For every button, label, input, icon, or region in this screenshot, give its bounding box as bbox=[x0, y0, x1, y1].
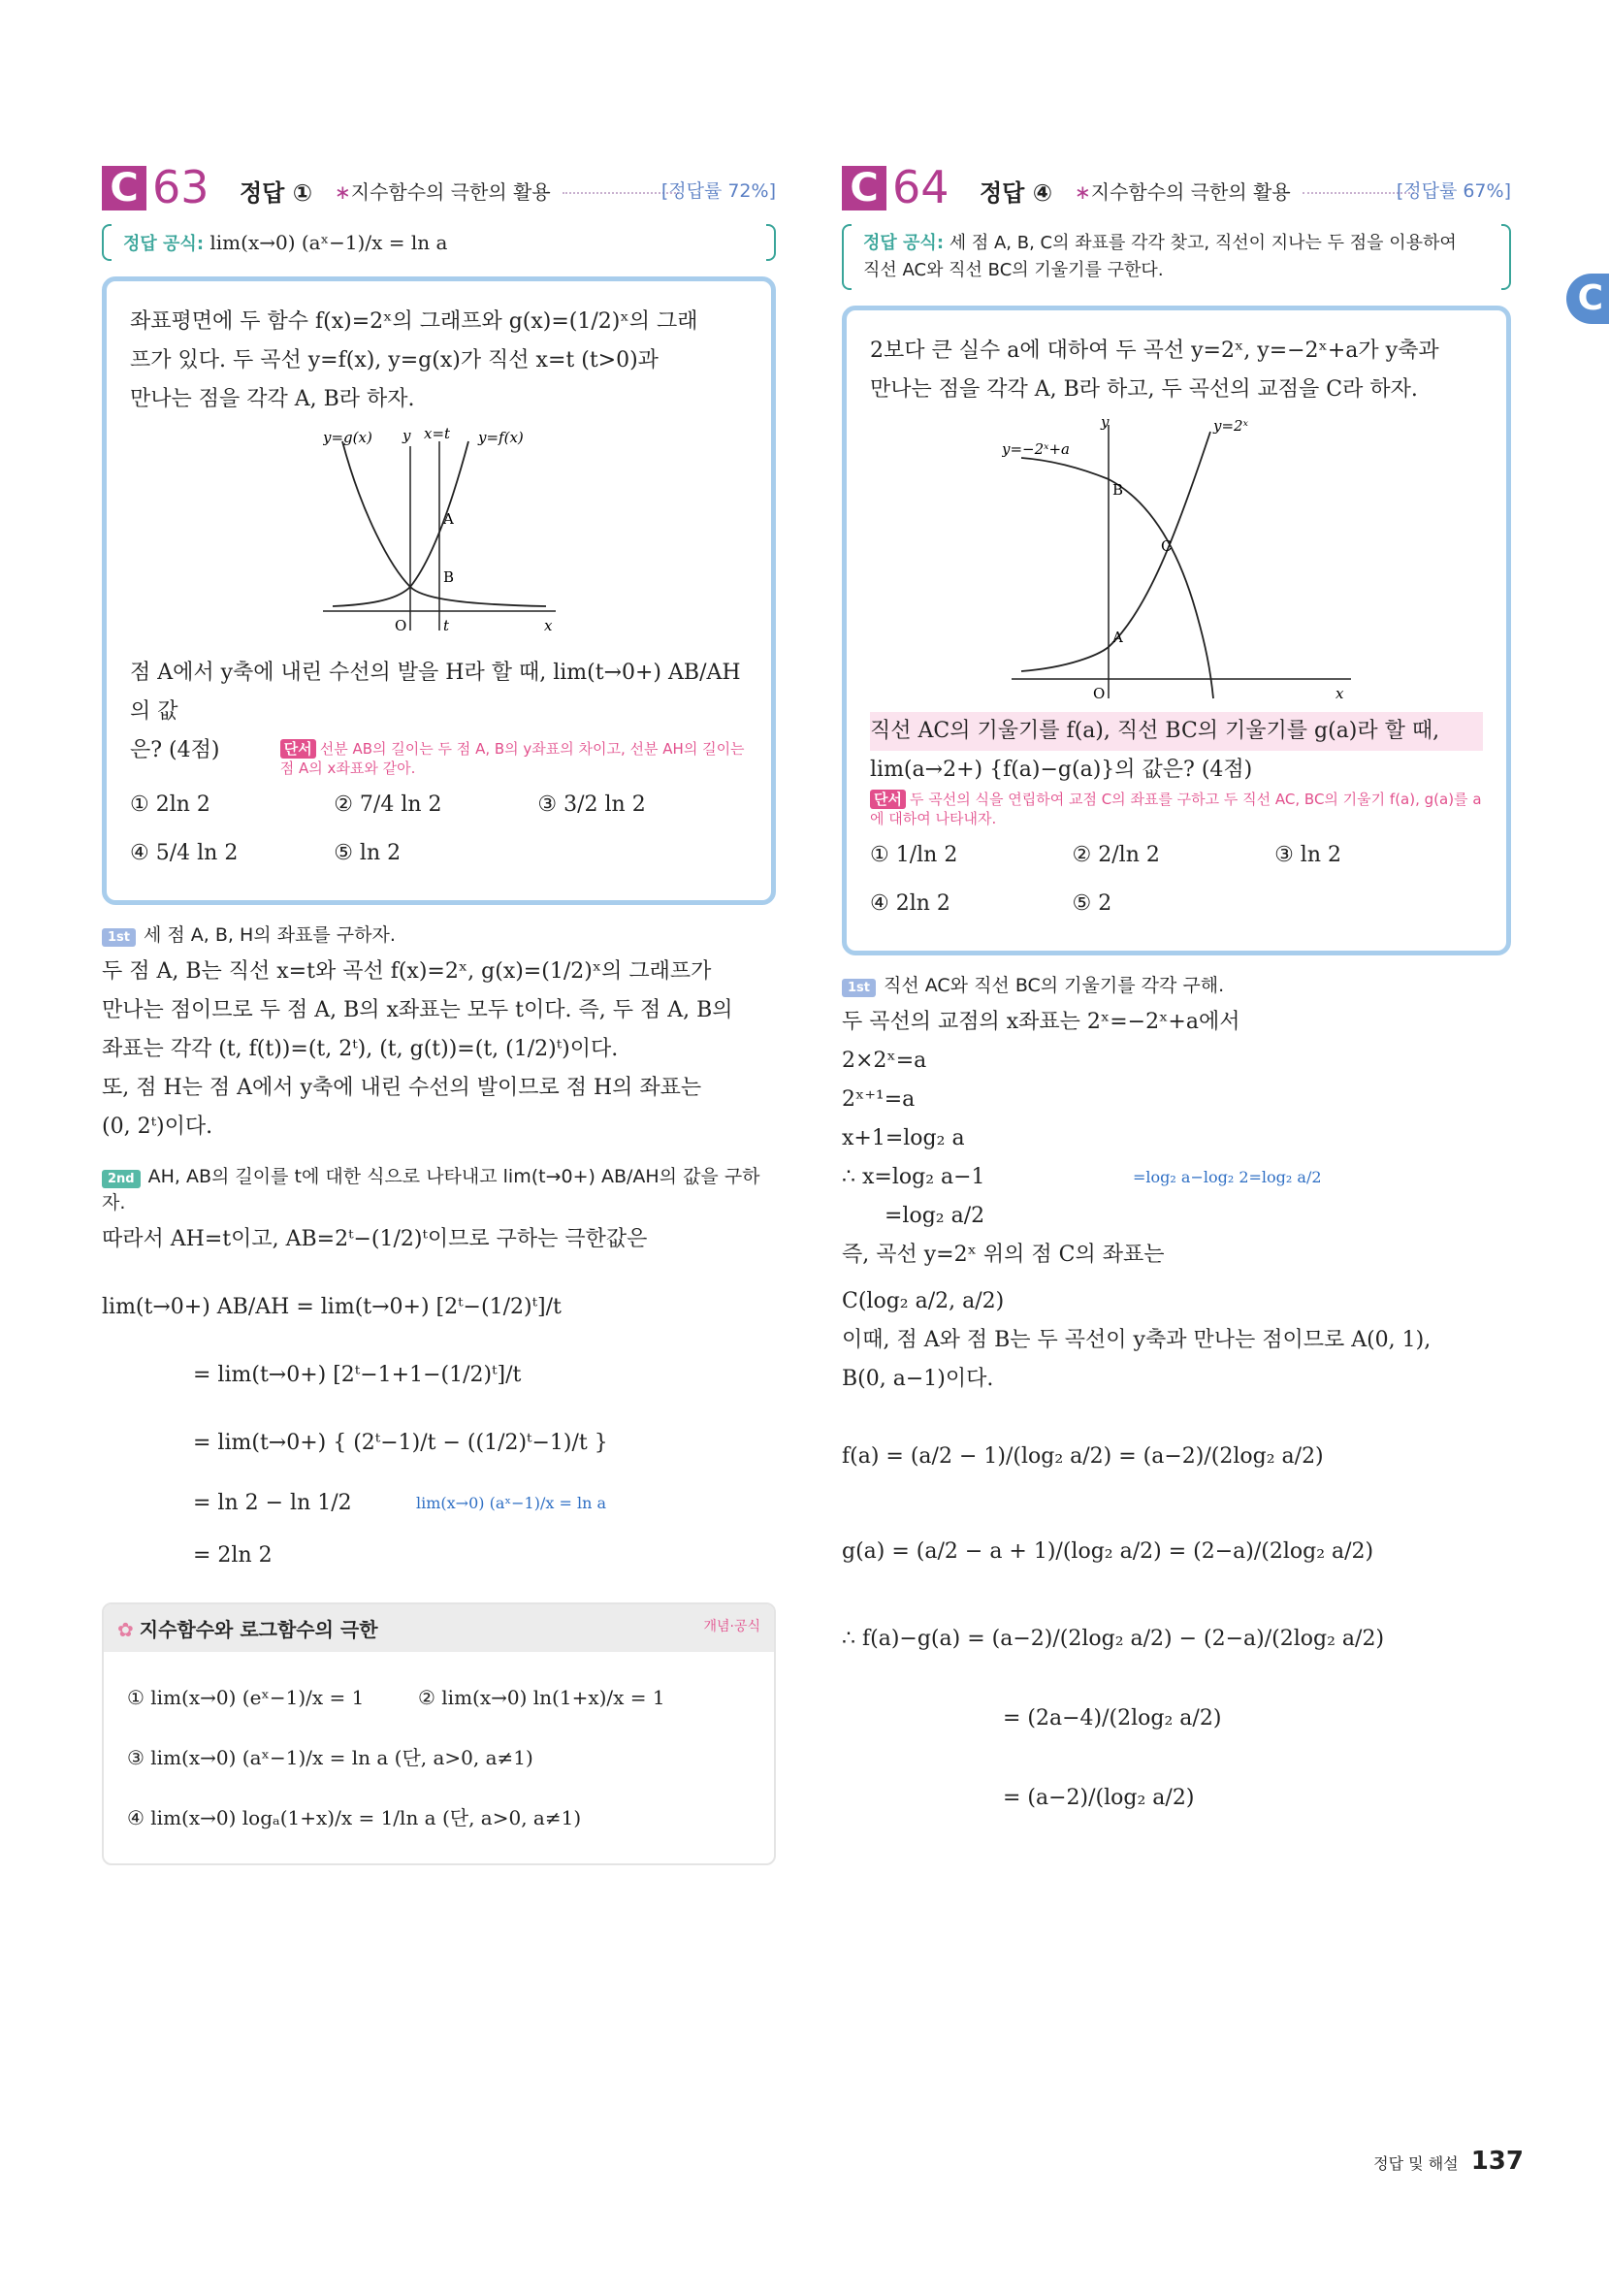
solution-part-1 bbox=[102, 953, 776, 1147]
solution-line: x+1=log₂ a bbox=[842, 1126, 965, 1150]
problem-line: 만나는 점을 각각 A, B라 하자. bbox=[130, 387, 415, 411]
chapter-tab: C bbox=[1566, 274, 1609, 324]
label-f: y=2ˣ bbox=[1213, 417, 1248, 435]
problem-number: 64 bbox=[892, 161, 949, 213]
label-A: A bbox=[442, 510, 454, 528]
problem-line: 만나는 점을 각각 A, B라 하고, 두 곡선의 교점을 C라 하자. bbox=[870, 377, 1418, 402]
problem-64 bbox=[842, 160, 1511, 1818]
choice-1[interactable]: ① 1/ln 2 bbox=[870, 843, 958, 867]
hint: 단서 선분 AB의 길이는 두 점 A, B의 y좌표의 차이고, 선분 AH의 길이는 점 A의 x좌표와 같아. bbox=[279, 740, 745, 777]
formula-text: lim(x→0) (aˣ−1)/x = ln a bbox=[209, 231, 448, 254]
hint: 단서 두 곡선의 식을 연립하여 교점 C의 좌표를 구하고 두 직선 AC, BC의 기울기 f(a), g(a)를 a에 대하여 나타내자. bbox=[870, 791, 1482, 827]
hint-tag: 단서 bbox=[870, 790, 906, 809]
label-y: y bbox=[1101, 417, 1110, 431]
answer-label: 정답 ① bbox=[240, 179, 313, 207]
concept-item: ③ lim(x→0) (aˣ−1)/x = ln a (단, a>0, a≠1) bbox=[127, 1746, 533, 1769]
section-badge: C bbox=[102, 166, 146, 210]
solution bbox=[842, 1003, 1511, 1818]
exponential-graph bbox=[323, 427, 556, 650]
star-icon: ∗ bbox=[335, 180, 351, 204]
concept-item: ② lim(x→0) ln(1+x)/x = 1 bbox=[418, 1686, 665, 1709]
solution-line: 두 곡선의 교점의 x좌표는 2ˣ=−2ˣ+a에서 bbox=[842, 1010, 1240, 1034]
calc-line: = ln 2 − ln 1/2 bbox=[193, 1491, 352, 1515]
solution-line: B(0, a−1)이다. bbox=[842, 1367, 994, 1391]
solution-line: ∴ x=log₂ a−1 bbox=[842, 1165, 985, 1189]
choice-2[interactable]: ② 7/4 ln 2 bbox=[334, 792, 442, 817]
formula-text-2: 직선 AC와 직선 BC의 기울기를 구한다. bbox=[863, 260, 1164, 280]
formula-text: 세 점 A, B, C의 좌표를 각각 찾고, 직선이 지나는 두 점을 이용하여 bbox=[949, 233, 1457, 253]
label-B: B bbox=[442, 568, 454, 586]
choice-1[interactable]: ① 2ln 2 bbox=[130, 792, 210, 817]
choice-5[interactable]: ⑤ ln 2 bbox=[334, 841, 402, 865]
solution-line: 만나는 점이므로 두 점 A, B의 x좌표는 모두 t이다. 즉, 두 점 A, B의 bbox=[102, 998, 733, 1022]
topic: ∗지수함수의 극한의 활용 bbox=[335, 180, 551, 204]
choice-2[interactable]: ② 2/ln 2 bbox=[1072, 843, 1160, 867]
choices bbox=[870, 836, 1483, 933]
question-text: 직선 AC의 기울기를 f(a), 직선 BC의 기울기를 g(a)라 할 때, bbox=[870, 712, 1483, 751]
solution-line: 2ˣ⁺¹=a bbox=[842, 1087, 916, 1112]
choice-3[interactable]: ③ ln 2 bbox=[1274, 843, 1342, 867]
solution-line: 또, 점 H는 점 A에서 y축에 내린 수선의 발이므로 점 H의 좌표는 bbox=[102, 1076, 702, 1100]
solution-line: =log₂ a/2 bbox=[885, 1204, 985, 1228]
answer-label: 정답 ④ bbox=[980, 179, 1053, 207]
choice-5[interactable]: ⑤ 2 bbox=[1072, 891, 1112, 916]
question-box bbox=[842, 306, 1511, 955]
problem-line: 프가 있다. 두 곡선 y=f(x), y=g(x)가 직선 x=t (t>0)과 bbox=[130, 348, 659, 372]
problem-63 bbox=[102, 160, 776, 1865]
concept-item: ④ lim(x→0) logₐ(1+x)/x = 1/ln a (단, a>0, a≠1) bbox=[127, 1806, 582, 1829]
solution-line: = (2a−4)/(2log₂ a/2) bbox=[1003, 1706, 1222, 1730]
choices bbox=[130, 786, 748, 883]
label-x: x bbox=[543, 617, 552, 634]
correct-rate: [정답률 72%] bbox=[660, 180, 776, 202]
label-x: x bbox=[1335, 685, 1344, 702]
solution-line: 따라서 AH=t이고, AB=2ᵗ−(1/2)ᵗ이므로 구하는 극한값은 bbox=[102, 1227, 648, 1251]
star-icon: ∗ bbox=[1075, 180, 1091, 204]
side-note: =log₂ a−log₂ 2=log₂ a/2 bbox=[1133, 1168, 1322, 1186]
solution-line: 2×2ˣ=a bbox=[842, 1049, 927, 1073]
problem-header bbox=[842, 160, 1511, 218]
label-g: y=−2ˣ+a bbox=[1002, 440, 1070, 458]
label-g: y=g(x) bbox=[322, 429, 372, 446]
question-box bbox=[102, 276, 776, 905]
choice-3[interactable]: ③ 3/2 ln 2 bbox=[537, 792, 646, 817]
solution-line: g(a) = (a/2 − a + 1)/(log₂ a/2) = (2−a)/(2log₂ a/2) bbox=[842, 1539, 1374, 1564]
solution-line: 즉, 곡선 y=2ˣ 위의 점 C의 좌표는 bbox=[842, 1243, 1165, 1267]
label-O: O bbox=[1093, 685, 1106, 702]
concept-body bbox=[104, 1652, 774, 1863]
formula-label: 정답 공식: bbox=[863, 233, 945, 253]
label-O: O bbox=[394, 617, 406, 634]
page-footer bbox=[1373, 2147, 1524, 2176]
step-1: 1st 세 점 A, B, H의 좌표를 구하자. bbox=[102, 921, 776, 947]
step-1: 1st 직선 AC와 직선 BC의 기울기를 각각 구해. bbox=[842, 971, 1511, 997]
solution-line: (0, 2ᵗ)이다. bbox=[102, 1115, 213, 1139]
flower-icon: ✿ bbox=[117, 1618, 134, 1641]
concept-item: ① lim(x→0) (eˣ−1)/x = 1 bbox=[127, 1686, 365, 1709]
choice-4[interactable]: ④ 2ln 2 bbox=[870, 891, 950, 916]
solution-line: ∴ f(a)−g(a) = (a−2)/(2log₂ a/2) − (2−a)/(2log₂ a/2) bbox=[842, 1627, 1385, 1651]
answer-formula bbox=[842, 224, 1511, 290]
label-C: C bbox=[1161, 537, 1173, 555]
problem-line: 좌표평면에 두 함수 f(x)=2ˣ의 그래프와 g(x)=(1/2)ˣ의 그래 bbox=[130, 309, 698, 334]
calc-note: lim(x→0) (aˣ−1)/x = ln a bbox=[416, 1494, 607, 1512]
answer-formula bbox=[102, 224, 776, 261]
label-t: t bbox=[442, 617, 449, 634]
question-text: 점 A에서 y축에 내린 수선의 발을 H라 할 때, lim(t→0+) AB/AH의 값 bbox=[130, 661, 741, 724]
step-2: 2nd AH, AB의 길이를 t에 대한 식으로 나타내고 lim(t→0+) AB/AH의 값을 구하자. bbox=[102, 1166, 760, 1213]
calc-line: lim(t→0+) AB/AH = lim(t→0+) [2ᵗ−(1/2)ᵗ]/t bbox=[102, 1295, 562, 1319]
question-points: 은? (4점) bbox=[130, 738, 220, 762]
solution-line: f(a) = (a/2 − 1)/(log₂ a/2) = (a−2)/(2log₂ a/2) bbox=[842, 1444, 1324, 1469]
solution-line: 이때, 점 A와 점 B는 두 곡선이 y축과 만나는 점이므로 A(0, 1), bbox=[842, 1328, 1432, 1352]
choice-4[interactable]: ④ 5/4 ln 2 bbox=[130, 841, 239, 865]
footer-text: 정답 및 해설 bbox=[1373, 2154, 1459, 2173]
label-B: B bbox=[1112, 481, 1124, 499]
step-tag: 2nd bbox=[102, 1170, 141, 1188]
solution-line: = (a−2)/(log₂ a/2) bbox=[1003, 1786, 1195, 1810]
page-number: 137 bbox=[1470, 2147, 1524, 2176]
problem-line: 2보다 큰 실수 a에 대하여 두 곡선 y=2ˣ, y=−2ˣ+a가 y축과 bbox=[870, 339, 1439, 363]
solution-line: 두 점 A, B는 직선 x=t와 곡선 f(x)=2ˣ, g(x)=(1/2)ˣ의 그래프가 bbox=[102, 959, 712, 984]
label-y: y bbox=[402, 427, 410, 444]
calc-line: = lim(t→0+) [2ᵗ−1+1−(1/2)ᵗ]/t bbox=[193, 1363, 522, 1387]
step-tag: 1st bbox=[842, 979, 876, 997]
concept-tag: 개념·공식 bbox=[703, 1619, 760, 1634]
hint-tag: 단서 bbox=[280, 739, 316, 759]
question-points: lim(a→2+) {f(a)−g(a)}의 값은? (4점) bbox=[870, 758, 1253, 782]
problem-number: 63 bbox=[152, 161, 209, 213]
exponential-graph bbox=[1002, 417, 1351, 708]
solution-line: C(log₂ a/2, a/2) bbox=[842, 1289, 1005, 1313]
label-A: A bbox=[1112, 629, 1123, 646]
label-xt: x=t bbox=[423, 427, 450, 442]
formula-label: 정답 공식: bbox=[123, 234, 205, 254]
problem-header bbox=[102, 160, 776, 218]
concept-header: ✿ 지수함수와 로그함수의 극한 개념·공식 bbox=[104, 1604, 774, 1652]
calc-line: = 2ln 2 bbox=[193, 1543, 273, 1568]
step-tag: 1st bbox=[102, 928, 136, 947]
label-f: y=f(x) bbox=[477, 429, 524, 446]
correct-rate: [정답률 67%] bbox=[1396, 180, 1511, 202]
concept-box bbox=[102, 1602, 776, 1865]
section-badge: C bbox=[842, 166, 886, 210]
solution-line: 좌표는 각각 (t, f(t))=(t, 2ᵗ), (t, g(t))=(t, (1/2)ᵗ)이다. bbox=[102, 1037, 619, 1061]
calc-line: = lim(t→0+) { (2ᵗ−1)/t − ((1/2)ᵗ−1)/t } bbox=[193, 1431, 608, 1455]
topic: ∗지수함수의 극한의 활용 bbox=[1075, 180, 1291, 204]
solution-part-2 bbox=[102, 1220, 776, 1575]
